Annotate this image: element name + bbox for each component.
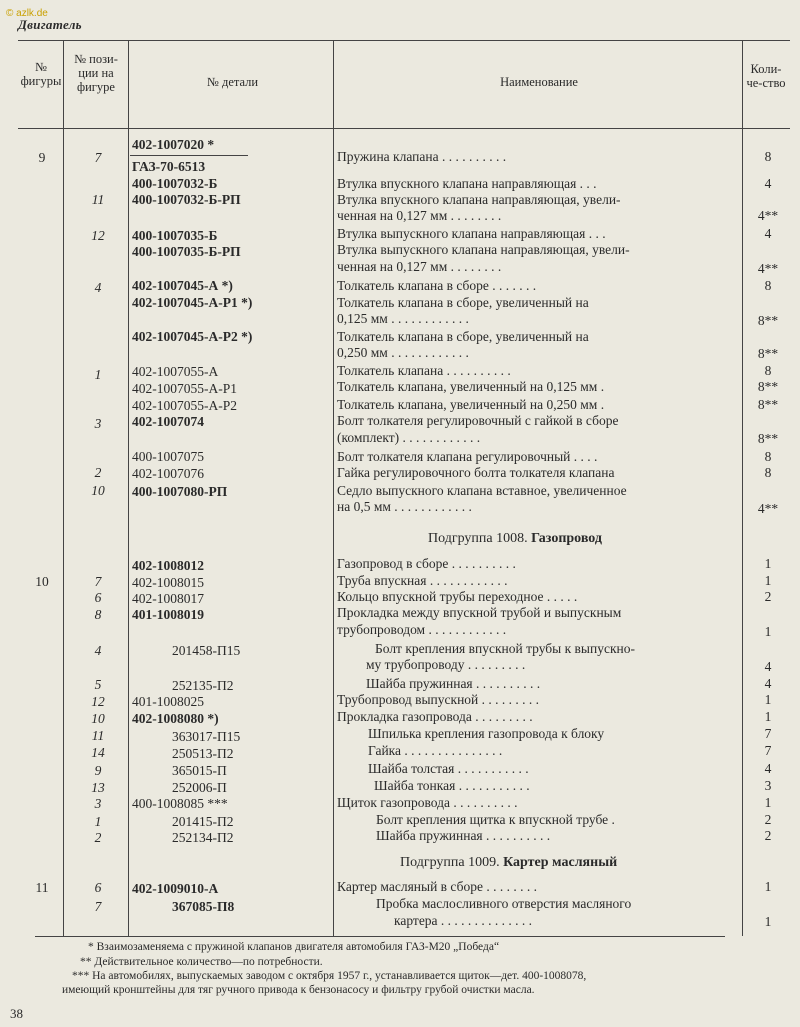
pos-number: 8 xyxy=(94,607,102,622)
part-qty: 1 xyxy=(764,692,772,707)
part-name: Втулка выпускного клапана направляющая . . . xyxy=(337,226,606,241)
part-qty: 4 xyxy=(764,761,772,776)
part-name: Болт крепления щитка к впускной трубе . xyxy=(376,812,615,827)
pos-number: 12 xyxy=(91,228,105,243)
header-part: № детали xyxy=(206,75,259,89)
part-number: 402-1007045-А *) xyxy=(132,278,233,293)
part-qty: 4** xyxy=(757,261,779,276)
part-name-cont: (комплект) . . . . . . . . . . . . xyxy=(337,430,481,445)
pos-number: 1 xyxy=(94,367,102,382)
part-qty: 8** xyxy=(757,431,779,446)
part-number: 400-1007032-Б-РП xyxy=(132,192,241,207)
part-name-cont: на 0,5 мм . . . . . . . . . . . . xyxy=(337,499,472,514)
subgroup-heading xyxy=(400,855,617,871)
part-number: 365015-П xyxy=(172,763,227,778)
part-name-cont: картера . . . . . . . . . . . . . . xyxy=(394,913,533,928)
header-qty: Коли-че-ство xyxy=(746,62,786,90)
part-number: 400-1007075 xyxy=(132,449,204,464)
pos-number: 2 xyxy=(94,465,102,480)
pos-number: 6 xyxy=(94,590,102,605)
part-qty: 4 xyxy=(764,226,772,241)
header-fig: № фигуры xyxy=(20,60,62,88)
part-name: Толкатель клапана в сборе, увеличенный на xyxy=(337,329,589,344)
part-name: Болт крепления впускной трубы к выпускно- xyxy=(375,641,635,656)
part-number: 400-1007035-Б-РП xyxy=(132,244,241,259)
part-name: Втулка впускного клапана направляющая, увели- xyxy=(337,192,621,207)
pos-number: 6 xyxy=(94,880,102,895)
subgroup-label: Подгруппа 1009. xyxy=(400,855,500,870)
part-number: 402-1007076 xyxy=(132,466,204,481)
part-name: Седло выпускного клапана вставное, увеличенное xyxy=(337,483,627,498)
part-number: 402-1007045-А-Р2 *) xyxy=(132,329,253,344)
part-number: 402-1007055-А xyxy=(132,364,219,379)
part-number: 402-1007045-А-Р1 *) xyxy=(132,295,253,310)
part-name: Толкатель клапана в сборе, увеличенный на xyxy=(337,295,589,310)
header-bottom-border xyxy=(18,128,790,129)
part-number: 402-1008012 xyxy=(132,558,204,573)
part-qty: 4 xyxy=(764,176,772,191)
fig-number: 10 xyxy=(35,574,49,589)
pos-number: 14 xyxy=(91,745,105,760)
section-title: Двигатель xyxy=(18,17,82,32)
part-name: Шайба пружинная . . . . . . . . . . xyxy=(376,828,551,843)
col-divider-2 xyxy=(128,40,129,936)
part-number: 201458-П15 xyxy=(172,643,241,658)
subgroup-label: Подгруппа 1008. xyxy=(428,531,528,546)
footnote: ** Действительное количество—по потребности. xyxy=(80,956,323,968)
part-qty: 4** xyxy=(757,208,779,223)
part-qty: 2 xyxy=(764,589,772,604)
part-name: Толкатель клапана в сборе . . . . . . . xyxy=(337,278,537,293)
pos-number: 1 xyxy=(94,814,102,829)
part-qty: 1 xyxy=(764,709,772,724)
part-qty: 8 xyxy=(764,363,772,378)
part-name: Прокладка между впускной трубой и выпускным xyxy=(337,605,622,620)
part-number: 201415-П2 xyxy=(172,814,234,829)
part-qty: 3 xyxy=(764,778,772,793)
part-number: 367085-П8 xyxy=(172,899,235,914)
part-number: 252135-П2 xyxy=(172,678,234,693)
part-qty: 1 xyxy=(764,879,772,894)
part-name: Толкатель клапана, увеличенный на 0,125 мм . xyxy=(337,379,605,394)
table-top-border xyxy=(18,40,790,41)
pos-number: 5 xyxy=(94,677,102,692)
footnote: *** На автомобилях, выпускаемых заводом с октября 1957 г., устанавливается щиток—дет. 400-1008078, xyxy=(72,970,587,982)
fig-number: 11 xyxy=(35,880,49,895)
subgroup-heading xyxy=(428,531,602,547)
part-qty: 8 xyxy=(764,149,772,164)
footnote-divider xyxy=(35,936,725,937)
part-number: 402-1008080 *) xyxy=(132,711,219,726)
part-name: Трубопровод выпускной . . . . . . . . . xyxy=(337,692,540,707)
part-qty: 1 xyxy=(764,795,772,810)
pos-number: 11 xyxy=(91,192,105,207)
part-number: 252134-П2 xyxy=(172,830,234,845)
part-name-cont: ченная на 0,127 мм . . . . . . . . xyxy=(337,259,502,274)
part-qty: 8 xyxy=(764,465,772,480)
pos-number: 10 xyxy=(91,711,105,726)
pos-number: 3 xyxy=(94,796,102,811)
part-qty: 8** xyxy=(757,397,779,412)
part-qty: 1 xyxy=(764,914,772,929)
part-number-alt: ГАЗ-70-6513 xyxy=(132,159,206,174)
col-divider-3 xyxy=(333,40,334,936)
pos-number: 10 xyxy=(91,483,105,498)
pos-number: 2 xyxy=(94,830,102,845)
subgroup-title: Картер масляный xyxy=(503,855,618,870)
part-number: 400-1007080-РП xyxy=(132,484,228,499)
part-number: 402-1009010-А xyxy=(132,881,219,896)
part-number: 401-1008019 xyxy=(132,607,204,622)
part-number: 402-1007020 * xyxy=(132,137,215,152)
part-number: 402-1008015 xyxy=(132,575,204,590)
part-qty: 8** xyxy=(757,379,779,394)
part-split-line xyxy=(130,155,248,156)
footnote: * Взаимозаменяема с пружиной клапанов двигателя автомобиля ГАЗ-М20 „Победа“ xyxy=(88,941,500,953)
pos-number: 13 xyxy=(91,780,105,795)
subgroup-title: Газопровод xyxy=(531,531,602,546)
part-qty: 1 xyxy=(764,573,772,588)
part-name: Толкатель клапана, увеличенный на 0,250 мм . xyxy=(337,397,605,412)
fig-number: 9 xyxy=(38,150,46,165)
part-name: Шайба тонкая . . . . . . . . . . . xyxy=(374,778,530,793)
pos-number: 4 xyxy=(94,643,102,658)
part-name: Газопровод в сборе . . . . . . . . . . xyxy=(337,556,516,571)
pos-number: 9 xyxy=(94,763,102,778)
part-name: Шпилька крепления газопровода к блоку xyxy=(368,726,605,741)
header-pos: № пози-ции на фигуре xyxy=(74,52,118,94)
col-divider-1 xyxy=(63,40,64,936)
part-name: Картер масляный в сборе . . . . . . . . xyxy=(337,879,537,894)
part-qty: 8 xyxy=(764,278,772,293)
pos-number: 4 xyxy=(94,280,102,295)
pos-number: 3 xyxy=(94,416,102,431)
part-number: 363017-П15 xyxy=(172,729,241,744)
pos-number: 11 xyxy=(91,728,105,743)
part-qty: 4 xyxy=(764,659,772,674)
part-name: Пружина клапана . . . . . . . . . . xyxy=(337,149,507,164)
part-number: 402-1007055-А-Р2 xyxy=(132,398,237,413)
part-qty: 4** xyxy=(757,501,779,516)
part-number: 252006-П xyxy=(172,780,227,795)
pos-number: 7 xyxy=(94,150,102,165)
part-qty: 8 xyxy=(764,449,772,464)
part-number: 400-1007032-Б xyxy=(132,176,218,191)
part-name: Шайба пружинная . . . . . . . . . . xyxy=(366,676,541,691)
part-qty: 7 xyxy=(764,726,772,741)
part-name: Щиток газопровода . . . . . . . . . . xyxy=(337,795,518,810)
part-number: 401-1008025 xyxy=(132,694,204,709)
part-name-cont: 0,250 мм . . . . . . . . . . . . xyxy=(337,345,469,360)
part-name: Шайба толстая . . . . . . . . . . . xyxy=(368,761,529,776)
col-divider-4 xyxy=(742,40,743,936)
part-number: 402-1007074 xyxy=(132,414,204,429)
footnote: имеющий кронштейны для тяг ручного привода к бензонасосу и фильтру грубой очистки масла. xyxy=(62,984,535,996)
part-name: Втулка впускного клапана направляющая . . . xyxy=(337,176,597,191)
part-qty: 7 xyxy=(764,743,772,758)
part-name: Болт толкателя клапана регулировочный . . . . xyxy=(337,449,598,464)
part-name-cont: ченная на 0,127 мм . . . . . . . . xyxy=(337,208,502,223)
part-qty: 1 xyxy=(764,624,772,639)
part-name: Гайка . . . . . . . . . . . . . . . xyxy=(368,743,503,758)
pos-number: 12 xyxy=(91,694,105,709)
part-name: Прокладка газопровода . . . . . . . . . xyxy=(337,709,533,724)
part-number: 402-1007055-А-Р1 xyxy=(132,381,237,396)
part-name-cont: 0,125 мм . . . . . . . . . . . . xyxy=(337,311,469,326)
part-name: Толкатель клапана . . . . . . . . . . xyxy=(337,363,511,378)
watermark: © azlk.de xyxy=(6,8,48,19)
page-number: 38 xyxy=(10,1006,23,1021)
part-name: Труба впускная . . . . . . . . . . . . xyxy=(337,573,508,588)
part-name-cont: му трубопроводу . . . . . . . . . xyxy=(366,657,526,672)
pos-number: 7 xyxy=(94,899,102,914)
part-number: 400-1007035-Б xyxy=(132,228,218,243)
part-number: 250513-П2 xyxy=(172,746,234,761)
part-number: 400-1008085 *** xyxy=(132,796,228,811)
part-name: Втулка выпускного клапана направляющая, увели- xyxy=(337,242,630,257)
part-qty: 4 xyxy=(764,676,772,691)
part-qty: 8** xyxy=(757,313,779,328)
part-qty: 1 xyxy=(764,556,772,571)
part-name: Кольцо впускной трубы переходное . . . . . xyxy=(337,589,578,604)
part-qty: 2 xyxy=(764,812,772,827)
part-name: Пробка маслосливного отверстия масляного xyxy=(376,896,632,911)
part-name-cont: трубопроводом . . . . . . . . . . . . xyxy=(337,622,507,637)
part-name: Гайка регулировочного болта толкателя клапана xyxy=(337,465,615,480)
part-qty: 8** xyxy=(757,346,779,361)
header-name: Наименование xyxy=(500,75,578,89)
part-qty: 2 xyxy=(764,828,772,843)
pos-number: 7 xyxy=(94,574,102,589)
part-number: 402-1008017 xyxy=(132,591,204,606)
part-name: Болт толкателя регулировочный с гайкой в сборе xyxy=(337,413,619,428)
